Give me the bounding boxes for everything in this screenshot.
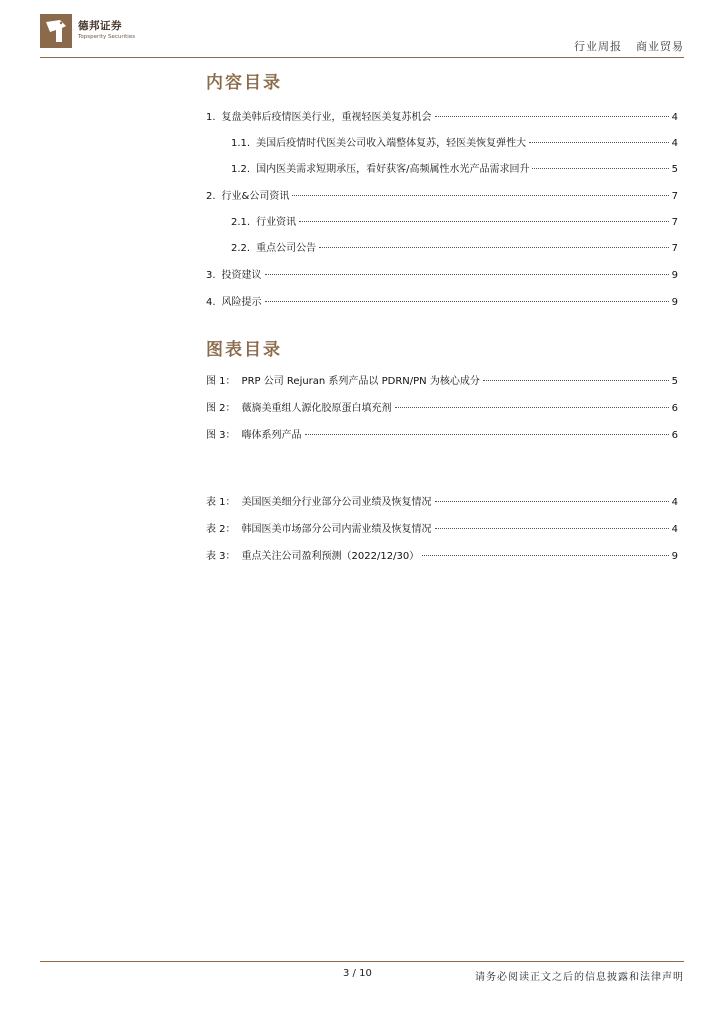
leader-dots	[299, 221, 669, 222]
toc-entry-text: 美国后疫情时代医美公司收入端整体复苏，轻医美恢复弹性大	[256, 138, 527, 149]
toc-entry[interactable]	[231, 137, 678, 151]
toc-entry-number: 1.1.	[231, 138, 251, 149]
leader-dots	[435, 528, 669, 529]
company-logo	[40, 14, 135, 48]
leader-dots	[395, 407, 669, 408]
table-entry-page: 4	[671, 524, 678, 535]
toc-entry-page: 7	[671, 191, 678, 202]
toc-entry-page: 7	[671, 217, 678, 228]
footer-divider	[40, 961, 684, 962]
figure-entry-text: 嗨体系列产品	[241, 430, 302, 441]
leader-dots	[532, 168, 668, 169]
table-entry-number: 表 2：	[206, 524, 236, 535]
figure-entry[interactable]	[206, 402, 678, 416]
table-entry-text: 韩国医美市场部分公司内需业绩及恢复情况	[241, 524, 432, 535]
toc-entry-number: 2.	[206, 191, 216, 202]
toc-entry[interactable]	[206, 269, 678, 283]
toc-entry[interactable]	[231, 216, 678, 230]
toc-entry-page: 7	[671, 243, 678, 254]
table-entry-text: 美国医美细分行业部分公司业绩及恢复情况	[241, 497, 432, 508]
toc-title: 内容目录	[206, 73, 282, 93]
toc-entry-text: 行业资讯	[256, 217, 297, 228]
toc-entry[interactable]	[231, 242, 678, 256]
toc-entry[interactable]	[206, 190, 678, 204]
leader-dots	[529, 142, 669, 143]
table-entry[interactable]	[206, 523, 678, 537]
toc-entry-text: 复盘美韩后疫情医美行业，重视轻医美复苏机会	[221, 112, 432, 123]
toc-entry-page: 9	[671, 297, 678, 308]
table-entry-page: 9	[671, 551, 678, 562]
report-type: 行业周报	[574, 40, 622, 53]
toc-entry[interactable]	[231, 163, 678, 177]
toc-entry-text: 国内医美需求短期承压，看好获客/高频属性水光产品需求回升	[256, 164, 530, 175]
table-entry[interactable]	[206, 496, 678, 510]
figure-entry-page: 6	[671, 430, 678, 441]
toc-entry-number: 2.2.	[231, 243, 251, 254]
figure-entry[interactable]	[206, 375, 678, 389]
leader-dots	[422, 555, 668, 556]
leader-dots	[435, 116, 669, 117]
toc-entry[interactable]	[206, 111, 678, 125]
leader-dots	[265, 274, 669, 275]
header-divider	[40, 57, 684, 58]
figure-entry-number: 图 2：	[206, 403, 236, 414]
toc-entry-number: 1.2.	[231, 164, 251, 175]
figure-entry-number: 图 1：	[206, 376, 236, 387]
toc-entry-text: 投资建议	[221, 270, 262, 281]
toc-entry-number: 3.	[206, 270, 216, 281]
figure-entry-page: 6	[671, 403, 678, 414]
toc-entry-page: 5	[671, 164, 678, 175]
toc-entry[interactable]	[206, 296, 678, 310]
toc-entry-page: 4	[671, 138, 678, 149]
header-labels	[574, 38, 684, 54]
logo-en-text: Topsperity Securities	[78, 34, 136, 40]
toc-entry-number: 1.	[206, 112, 216, 123]
toc-entry-page: 4	[671, 112, 678, 123]
table-entry-page: 4	[671, 497, 678, 508]
industry-label: 商业贸易	[636, 40, 684, 53]
toc-entry-text: 行业&公司资讯	[221, 191, 290, 202]
disclaimer-note: 请务必阅读正文之后的信息披露和法律声明	[475, 972, 684, 983]
leader-dots	[435, 501, 669, 502]
toc-entry-text: 重点公司公告	[256, 243, 317, 254]
leader-dots	[292, 195, 668, 196]
toc-entry-number: 2.1.	[231, 217, 251, 228]
leader-dots	[305, 434, 669, 435]
figure-entry-page: 5	[671, 376, 678, 387]
page-header	[40, 14, 684, 58]
figure-entry-number: 图 3：	[206, 430, 236, 441]
figure-entry-text: 薇旖美重组人源化胶原蛋白填充剂	[241, 403, 392, 414]
logo-cn-text: 德邦证券	[78, 20, 122, 32]
page-number: 3 / 10	[343, 968, 372, 979]
table-entry[interactable]	[206, 550, 678, 564]
leader-dots	[483, 380, 669, 381]
table-entry-number: 表 1：	[206, 497, 236, 508]
leader-dots	[265, 301, 669, 302]
leader-dots	[319, 247, 669, 248]
toc-entry-page: 9	[671, 270, 678, 281]
table-entry-number: 表 3：	[206, 551, 236, 562]
figures-title: 图表目录	[206, 340, 282, 360]
figure-entry[interactable]	[206, 429, 678, 443]
logo-icon	[40, 14, 72, 48]
toc-entry-number: 4.	[206, 297, 216, 308]
figure-entry-text: PRP 公司 Rejuran 系列产品以 PDRN/PN 为核心成分	[241, 376, 480, 387]
toc-entry-text: 风险提示	[221, 297, 262, 308]
table-entry-text: 重点关注公司盈利预测（2022/12/30）	[241, 551, 420, 562]
